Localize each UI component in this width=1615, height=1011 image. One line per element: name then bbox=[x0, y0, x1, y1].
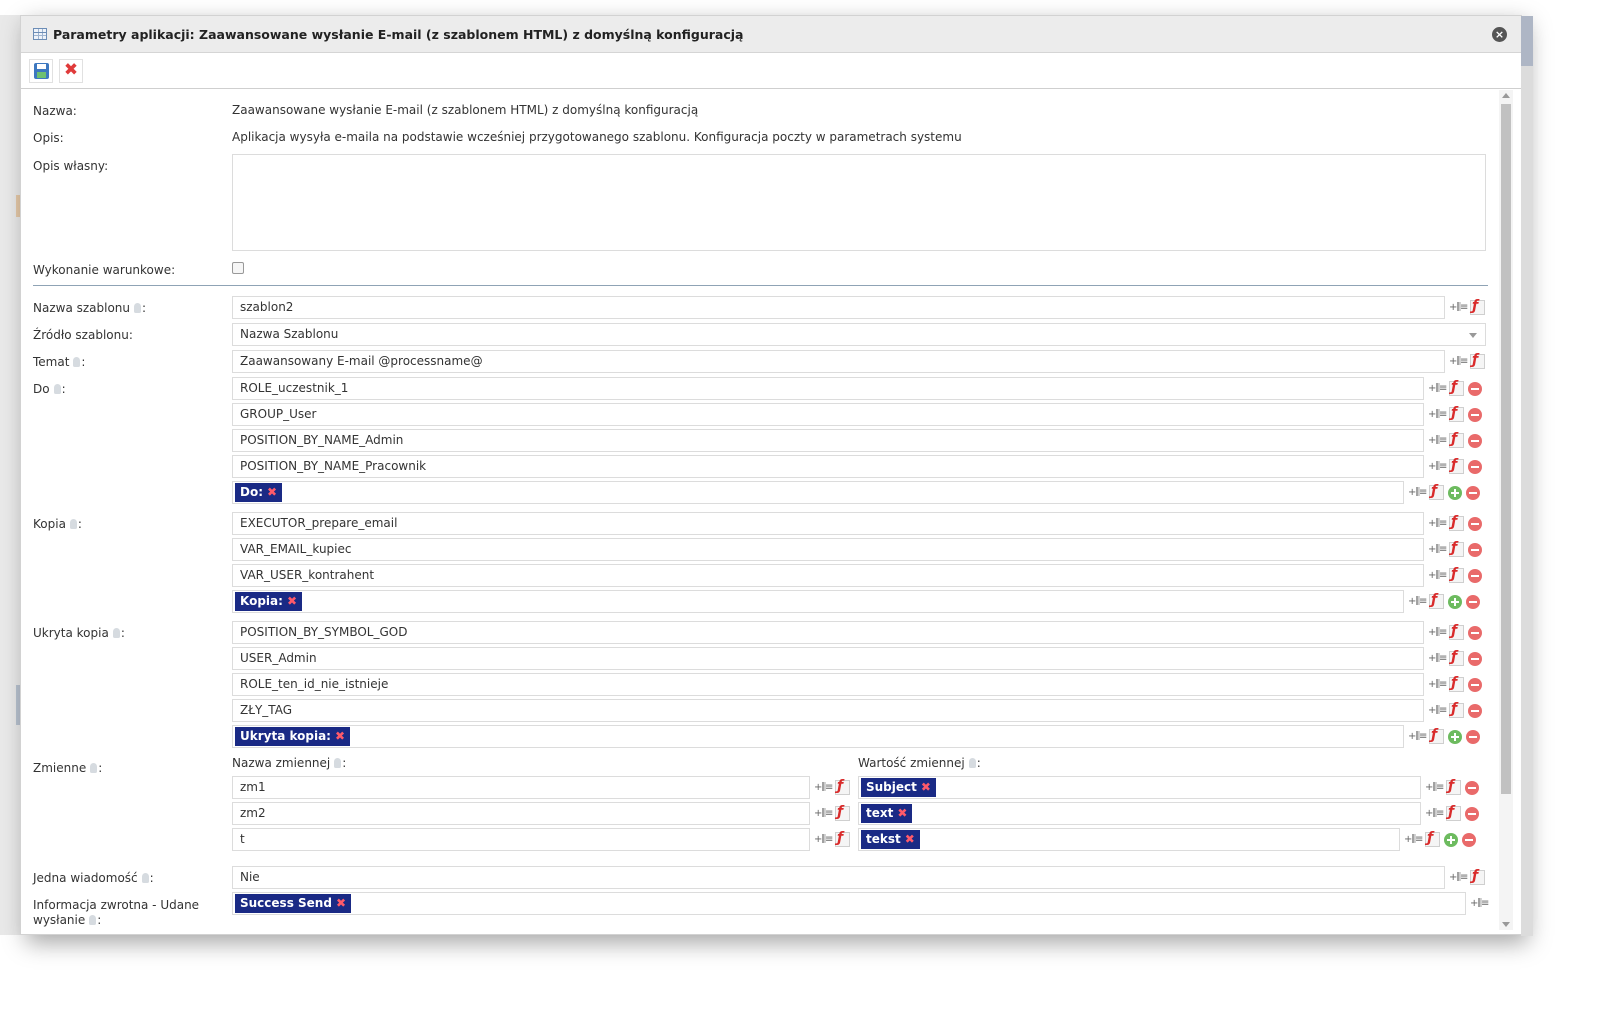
content-scrollbar[interactable] bbox=[1499, 90, 1513, 930]
insert-variable-icon[interactable]: +⫼≡ bbox=[1425, 807, 1444, 819]
insert-variable-icon[interactable]: +⫼≡ bbox=[1408, 486, 1427, 498]
conditional-execution-label: Wykonanie warunkowe: bbox=[33, 263, 176, 277]
name-label: Nazwa: bbox=[33, 104, 77, 118]
variable-value-input[interactable] bbox=[858, 828, 1400, 851]
app-params-dialog bbox=[20, 15, 1522, 935]
field-actions bbox=[1428, 538, 1482, 561]
function-editor-icon[interactable] bbox=[1449, 703, 1464, 718]
hint-bulb-icon[interactable] bbox=[73, 357, 80, 367]
variable-value-input[interactable] bbox=[858, 776, 1421, 799]
close-icon: × bbox=[1494, 28, 1505, 41]
hint-bulb-icon[interactable] bbox=[54, 384, 61, 394]
to-input[interactable]: POSITION_BY_NAME_Admin bbox=[232, 429, 1424, 452]
scroll-up-arrow-icon[interactable] bbox=[1502, 93, 1510, 98]
function-editor-icon[interactable] bbox=[1449, 516, 1464, 531]
field-actions bbox=[1404, 828, 1476, 851]
hint-bulb-icon[interactable] bbox=[969, 758, 976, 768]
variable-value-tag: Subject ✖ bbox=[861, 778, 936, 797]
remove-tag-icon[interactable]: ✖ bbox=[286, 594, 297, 608]
hint-bulb-icon[interactable] bbox=[142, 873, 149, 883]
insert-variable-icon[interactable]: +⫼≡ bbox=[1408, 730, 1427, 742]
cc-input[interactable]: VAR_EMAIL_kupiec bbox=[232, 538, 1424, 561]
variable-value-tag: tekst ✖ bbox=[861, 830, 920, 849]
field-actions bbox=[1449, 350, 1485, 373]
cc-input[interactable]: VAR_USER_kontrahent bbox=[232, 564, 1424, 587]
function-editor-icon[interactable] bbox=[1449, 568, 1464, 583]
field-actions bbox=[1428, 699, 1482, 722]
function-editor-icon[interactable] bbox=[1470, 354, 1485, 369]
remove-row-icon[interactable] bbox=[1468, 382, 1482, 396]
function-editor-icon[interactable] bbox=[1470, 870, 1485, 885]
insert-variable-icon[interactable]: +⫼≡ bbox=[1408, 595, 1427, 607]
remove-row-icon[interactable] bbox=[1468, 704, 1482, 718]
add-row-icon[interactable] bbox=[1448, 730, 1462, 744]
variable-name-input[interactable]: zm2 bbox=[232, 802, 810, 825]
bcc-input[interactable]: POSITION_BY_SYMBOL_GOD bbox=[232, 621, 1424, 644]
field-actions bbox=[1425, 776, 1479, 799]
insert-variable-icon[interactable]: +⫼≡ bbox=[1470, 897, 1489, 909]
insert-variable-icon[interactable]: +⫼≡ bbox=[1428, 626, 1447, 638]
bcc-tag-input[interactable] bbox=[232, 725, 1404, 748]
variable-value-input[interactable] bbox=[858, 802, 1421, 825]
scroll-down-arrow-icon[interactable] bbox=[1502, 922, 1510, 927]
feedback-success-label: Informacja zwrotna - Udane wysłanie : bbox=[33, 898, 200, 927]
cc-label: Kopia : bbox=[33, 517, 82, 531]
close-button[interactable] bbox=[1492, 27, 1507, 42]
bcc-input[interactable]: USER_Admin bbox=[232, 647, 1424, 670]
bcc-input[interactable]: ROLE_ten_id_nie_istnieje bbox=[232, 673, 1424, 696]
template-source-value: Nazwa Szablonu bbox=[240, 327, 339, 341]
field-actions bbox=[1428, 403, 1482, 426]
field-actions bbox=[1428, 429, 1482, 452]
remove-row-icon[interactable] bbox=[1468, 626, 1482, 640]
outer-scrollbar[interactable] bbox=[1521, 16, 1533, 936]
remove-row-icon[interactable] bbox=[1468, 517, 1482, 531]
field-actions bbox=[1428, 455, 1482, 478]
function-editor-icon[interactable] bbox=[835, 780, 850, 795]
variable-name-header: Nazwa zmiennej : bbox=[232, 756, 347, 770]
field-actions bbox=[1428, 377, 1482, 400]
remove-row-icon[interactable] bbox=[1466, 486, 1480, 500]
field-actions bbox=[1428, 647, 1482, 670]
insert-variable-icon[interactable]: +⫼≡ bbox=[1428, 460, 1447, 472]
insert-variable-icon[interactable]: +⫼≡ bbox=[1428, 652, 1447, 664]
function-editor-icon[interactable] bbox=[1449, 407, 1464, 422]
insert-variable-icon[interactable]: +⫼≡ bbox=[1449, 871, 1468, 883]
bcc-label: Ukryta kopia : bbox=[33, 626, 125, 640]
insert-variable-icon[interactable]: +⫼≡ bbox=[1404, 833, 1423, 845]
function-editor-icon[interactable] bbox=[1470, 300, 1485, 315]
insert-variable-icon[interactable]: +⫼≡ bbox=[1428, 704, 1447, 716]
field-actions bbox=[1428, 512, 1482, 535]
bcc-input[interactable]: ZŁY_TAG bbox=[232, 699, 1424, 722]
insert-variable-icon[interactable]: +⫼≡ bbox=[1428, 678, 1447, 690]
to-tag-input[interactable] bbox=[232, 481, 1404, 504]
field-actions bbox=[1428, 564, 1482, 587]
insert-variable-icon[interactable]: +⫼≡ bbox=[1428, 569, 1447, 581]
dialog-title: Parametry aplikacji: Zaawansowane wysłanie E-mail (z szablonem HTML) z domyślną konfiguracją bbox=[53, 26, 744, 42]
insert-variable-icon[interactable]: +⫼≡ bbox=[1428, 434, 1447, 446]
insert-variable-icon[interactable]: +⫼≡ bbox=[1428, 382, 1447, 394]
hint-bulb-icon[interactable] bbox=[134, 303, 141, 313]
variable-name-input[interactable]: t bbox=[232, 828, 810, 851]
remove-row-icon[interactable] bbox=[1468, 434, 1482, 448]
remove-tag-icon[interactable]: ✖ bbox=[335, 896, 346, 910]
field-actions bbox=[1425, 802, 1479, 825]
function-editor-icon[interactable] bbox=[835, 832, 850, 847]
remove-row-icon[interactable] bbox=[1468, 460, 1482, 474]
name-value: Zaawansowane wysłanie E-mail (z szablonem HTML) z domyślną konfiguracją bbox=[232, 103, 699, 117]
field-actions bbox=[1470, 892, 1487, 915]
dialog-titlebar[interactable] bbox=[21, 16, 1521, 53]
feedback-success-tag: Success Send ✖ bbox=[235, 894, 351, 913]
remove-row-icon[interactable] bbox=[1466, 730, 1480, 744]
insert-variable-icon[interactable]: +⫼≡ bbox=[814, 781, 833, 793]
remove-row-icon[interactable] bbox=[1468, 408, 1482, 422]
remove-row-icon[interactable] bbox=[1465, 807, 1479, 821]
red-x-icon: ✖ bbox=[63, 60, 79, 80]
remove-row-icon[interactable] bbox=[1468, 543, 1482, 557]
own-description-textarea[interactable] bbox=[232, 154, 1486, 251]
to-tag: Do: ✖ bbox=[235, 483, 282, 502]
chevron-down-icon bbox=[1469, 333, 1477, 338]
function-editor-icon[interactable] bbox=[1449, 381, 1464, 396]
insert-variable-icon[interactable]: +⫼≡ bbox=[1428, 408, 1447, 420]
variable-name-input[interactable]: zm1 bbox=[232, 776, 810, 799]
insert-variable-icon[interactable]: +⫼≡ bbox=[814, 807, 833, 819]
function-editor-icon[interactable] bbox=[1425, 832, 1440, 847]
conditional-execution-checkbox[interactable] bbox=[232, 262, 244, 274]
remove-row-icon[interactable] bbox=[1462, 833, 1476, 847]
hint-bulb-icon[interactable] bbox=[113, 628, 120, 638]
insert-variable-icon[interactable]: +⫼≡ bbox=[1428, 543, 1447, 555]
dialog-toolbar bbox=[21, 53, 1521, 89]
function-editor-icon[interactable] bbox=[1449, 625, 1464, 640]
to-input[interactable]: ROLE_uczestnik_1 bbox=[232, 377, 1424, 400]
template-source-select[interactable] bbox=[232, 323, 1486, 346]
remove-row-icon[interactable] bbox=[1468, 678, 1482, 692]
feedback-success-input[interactable] bbox=[232, 892, 1466, 915]
subject-input[interactable]: Zaawansowany E-mail @processname@ bbox=[232, 350, 1445, 373]
template-name-input[interactable]: szablon2 bbox=[232, 296, 1445, 319]
cc-input[interactable]: EXECUTOR_prepare_email bbox=[232, 512, 1424, 535]
cc-tag-input[interactable] bbox=[232, 590, 1404, 613]
function-editor-icon[interactable] bbox=[1449, 433, 1464, 448]
function-editor-icon[interactable] bbox=[1449, 651, 1464, 666]
remove-tag-icon[interactable]: ✖ bbox=[904, 832, 915, 846]
field-actions bbox=[814, 802, 850, 825]
remove-row-icon[interactable] bbox=[1468, 652, 1482, 666]
insert-variable-icon[interactable]: +⫼≡ bbox=[1449, 355, 1468, 367]
hint-bulb-icon[interactable] bbox=[90, 763, 97, 773]
hint-bulb-icon[interactable] bbox=[89, 915, 96, 925]
remove-tag-icon[interactable]: ✖ bbox=[334, 729, 346, 743]
insert-variable-icon[interactable]: +⫼≡ bbox=[1425, 781, 1444, 793]
insert-variable-icon[interactable]: +⫼≡ bbox=[1449, 301, 1468, 313]
add-row-icon[interactable] bbox=[1448, 595, 1462, 609]
add-row-icon[interactable] bbox=[1448, 486, 1462, 500]
field-actions bbox=[1408, 481, 1480, 504]
insert-variable-icon[interactable]: +⫼≡ bbox=[814, 833, 833, 845]
function-editor-icon[interactable] bbox=[1429, 729, 1444, 744]
remove-row-icon[interactable] bbox=[1466, 595, 1480, 609]
function-editor-icon[interactable] bbox=[1449, 459, 1464, 474]
insert-variable-icon[interactable]: +⫼≡ bbox=[1428, 517, 1447, 529]
own-description-label: Opis własny: bbox=[33, 159, 109, 173]
table-icon bbox=[33, 28, 47, 40]
single-message-input[interactable]: Nie bbox=[232, 866, 1445, 889]
field-actions bbox=[814, 776, 850, 799]
hint-bulb-icon[interactable] bbox=[334, 758, 341, 768]
function-editor-icon[interactable] bbox=[835, 806, 850, 821]
remove-row-icon[interactable] bbox=[1465, 781, 1479, 795]
field-actions bbox=[1449, 866, 1485, 889]
bcc-tag: Ukryta kopia: ✖ bbox=[235, 727, 350, 746]
field-actions bbox=[814, 828, 850, 851]
function-editor-icon[interactable] bbox=[1429, 485, 1444, 500]
cc-tag: Kopia: ✖ bbox=[235, 592, 302, 611]
section-divider bbox=[33, 285, 1488, 286]
hint-bulb-icon[interactable] bbox=[70, 519, 77, 529]
template-name-label: Nazwa szablonu : bbox=[33, 301, 147, 315]
field-actions bbox=[1428, 673, 1482, 696]
add-row-icon[interactable] bbox=[1444, 833, 1458, 847]
to-input[interactable]: GROUP_User bbox=[232, 403, 1424, 426]
field-actions bbox=[1408, 590, 1480, 613]
variable-value-header: Wartość zmiennej : bbox=[858, 756, 981, 770]
description-value: Aplikacja wysyła e-maila na podstawie wcześniej przygotowanego szablonu. Konfiguracja poczty w parametrach systemu bbox=[232, 130, 962, 144]
to-input[interactable]: POSITION_BY_NAME_Pracownik bbox=[232, 455, 1424, 478]
function-editor-icon[interactable] bbox=[1429, 594, 1444, 609]
template-source-label: Źródło szablonu: bbox=[33, 328, 133, 342]
remove-tag-icon[interactable]: ✖ bbox=[920, 780, 931, 794]
remove-tag-icon[interactable]: ✖ bbox=[267, 485, 278, 499]
save-button[interactable] bbox=[29, 59, 53, 83]
field-actions bbox=[1408, 725, 1480, 748]
floppy-disk-icon bbox=[34, 63, 49, 79]
remove-tag-icon[interactable]: ✖ bbox=[897, 806, 908, 820]
scrollbar-thumb[interactable] bbox=[1501, 104, 1511, 794]
form-content bbox=[21, 90, 1499, 930]
to-label: Do : bbox=[33, 382, 66, 396]
variable-value-tag: text ✖ bbox=[861, 804, 912, 823]
cancel-button[interactable] bbox=[59, 59, 83, 83]
function-editor-icon[interactable] bbox=[1446, 806, 1461, 821]
single-message-label: Jedna wiadomość : bbox=[33, 871, 154, 885]
field-actions bbox=[1428, 621, 1482, 644]
remove-row-icon[interactable] bbox=[1468, 569, 1482, 583]
background-page bbox=[0, 15, 20, 935]
field-actions bbox=[1449, 296, 1485, 319]
function-editor-icon[interactable] bbox=[1449, 677, 1464, 692]
function-editor-icon[interactable] bbox=[1446, 780, 1461, 795]
variables-label: Zmienne : bbox=[33, 761, 103, 775]
function-editor-icon[interactable] bbox=[1449, 542, 1464, 557]
subject-label: Temat : bbox=[33, 355, 86, 369]
description-label: Opis: bbox=[33, 131, 64, 145]
outer-scrollbar-thumb[interactable] bbox=[1521, 16, 1533, 66]
